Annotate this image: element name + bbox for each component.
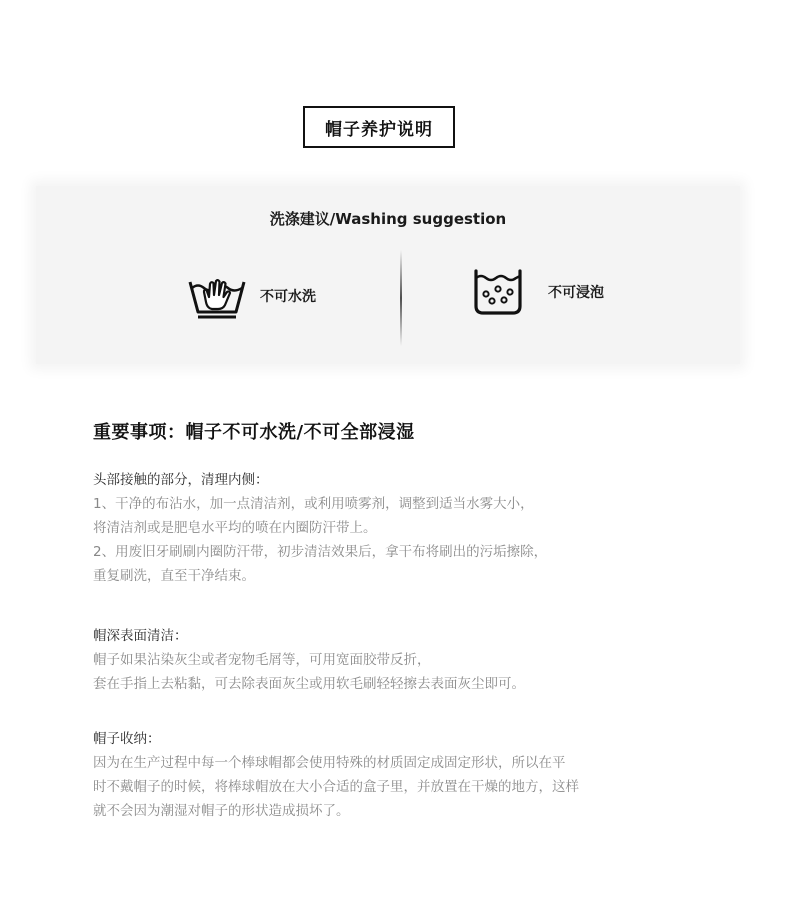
section-line: 时不戴帽子的时候，将棒球帽放在大小合适的盒子里，并放置在干燥的地方，这样 [93,779,579,795]
section-heading: 帽子收纳： [93,731,161,747]
section-line: 套在手指上去粘黏，可去除表面灰尘或用软毛刷轻轻擦去表面灰尘即可。 [93,676,525,692]
section-line: 重复刷洗，直至干净结束。 [93,568,255,584]
title-box [303,106,455,148]
no-water-wash-item [188,272,316,320]
section-line: 就不会因为潮湿对帽子的形状造成损坏了。 [93,803,350,819]
page-title: 帽子养护说明 [325,119,433,140]
no-soak-label: 不可浸泡 [548,285,604,301]
section-line: 2、用废旧牙刷刷内圈防汗带，初步清洁效果后，拿干布将刷出的污垢擦除， [93,544,548,560]
washing-suggestion-panel [36,186,740,364]
section-heading: 头部接触的部分，清理内侧： [93,472,269,488]
section-surface-cleaning [93,624,525,696]
section-storage [93,727,579,823]
no-soak-item [472,268,604,316]
no-soak-icon [472,268,524,316]
panel-divider [400,250,402,346]
section-line: 1、干净的布沾水，加一点清洁剂，或利用喷雾剂，调整到适当水雾大小， [93,496,534,512]
section-line: 帽子如果沾染灰尘或者宠物毛屑等，可用宽面胶带反折， [93,652,431,668]
section-line: 将清洁剂或是肥皂水平均的喷在内圈防汗带上。 [93,520,377,536]
section-heading: 帽深表面清洁： [93,628,188,644]
no-water-wash-label: 不可水洗 [260,289,316,305]
important-notice: 重要事项：帽子不可水洗/不可全部浸湿 [93,422,415,443]
no-water-wash-icon [188,272,246,320]
section-line: 因为在生产过程中每一个棒球帽都会使用特殊的材质固定成固定形状，所以在平 [93,755,566,771]
section-head-contact [93,468,547,588]
washing-suggestion-heading: 洗涤建议/Washing suggestion [269,210,507,228]
